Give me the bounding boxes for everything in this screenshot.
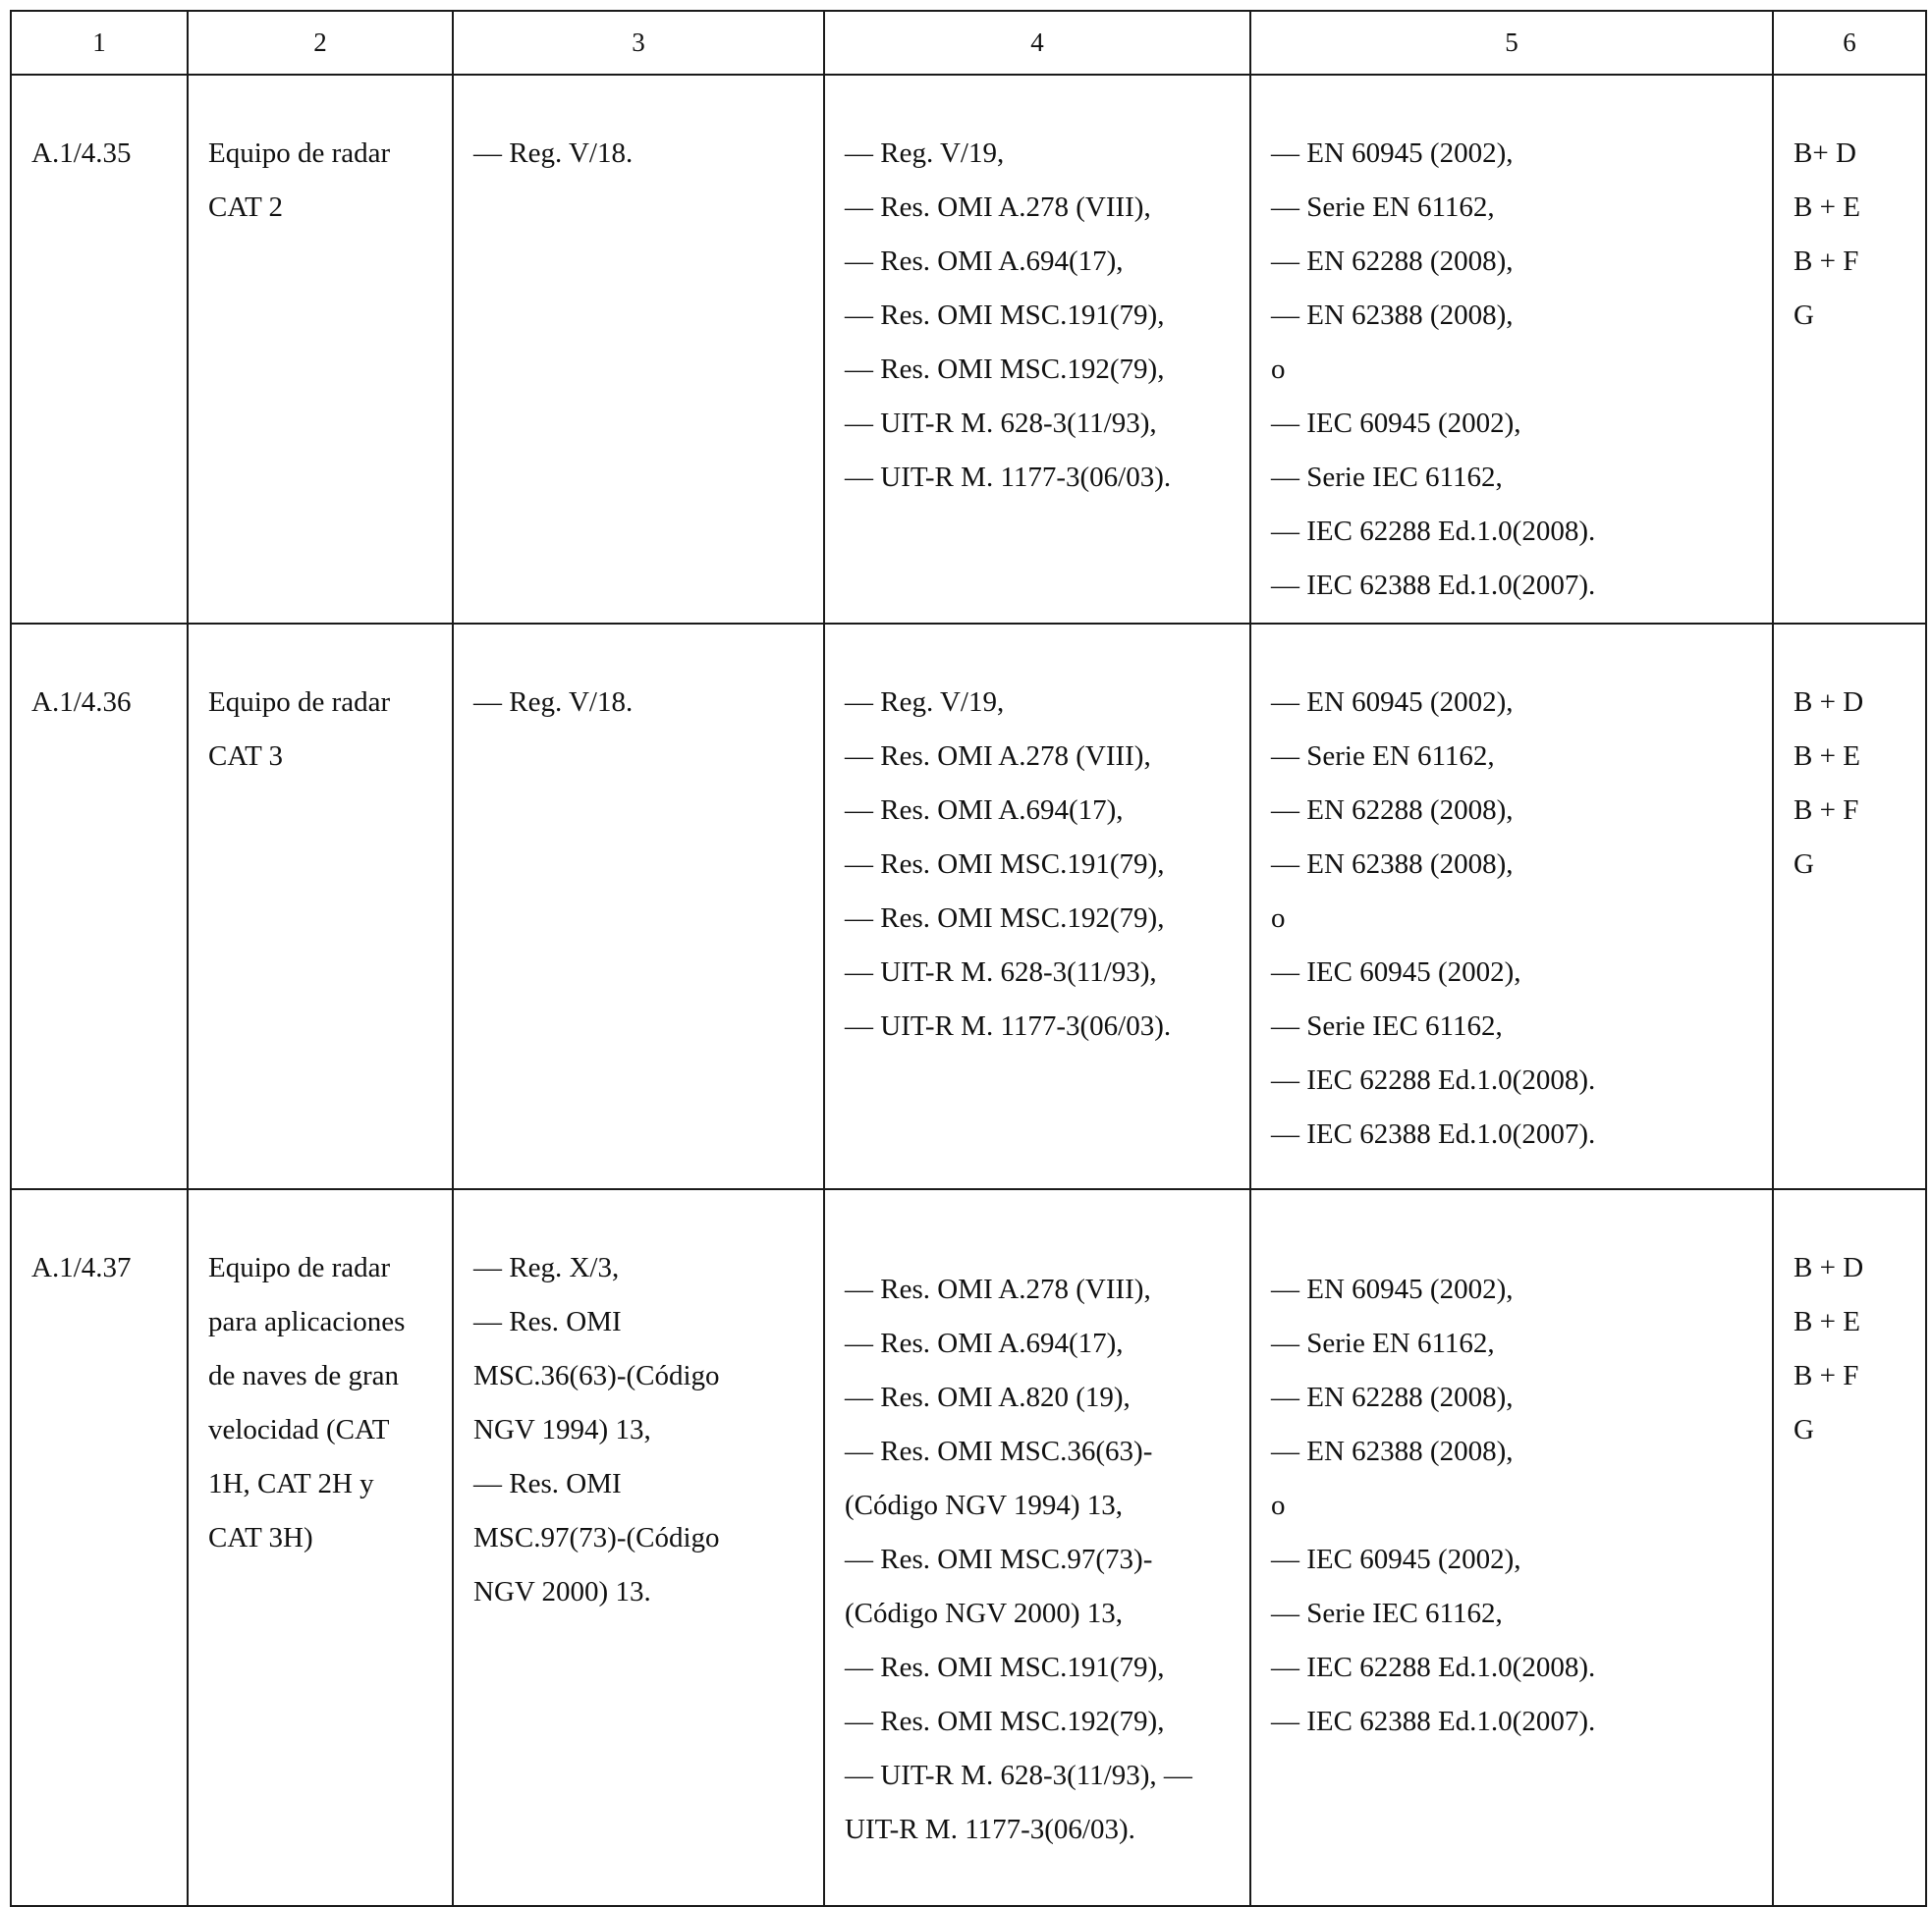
standard-line: — EN 60945 (2002),	[1271, 686, 1514, 718]
test-line: — Res. OMI MSC.192(79),	[845, 902, 1165, 934]
test-standards-cell	[824, 1189, 1250, 1906]
item-code: A.1/4.37	[31, 1252, 132, 1283]
standard-line: — IEC 62388 Ed.1.0(2007).	[1271, 1118, 1596, 1150]
test-line: UIT-R M. 1177-3(06/03).	[845, 1814, 1135, 1845]
standard-line: — Serie IEC 61162,	[1271, 1598, 1503, 1629]
standards-cell	[1250, 624, 1773, 1189]
test-line: — Res. OMI A.278 (VIII),	[845, 191, 1151, 223]
test-line: — Res. OMI A.694(17),	[845, 794, 1124, 826]
table-row	[11, 75, 1926, 624]
module-line: G	[1794, 1414, 1814, 1445]
item-name-line: de naves de gran	[208, 1360, 400, 1391]
test-line: — Res. OMI MSC.191(79),	[845, 300, 1165, 331]
standard-line: — IEC 62288 Ed.1.0(2008).	[1271, 1064, 1596, 1096]
test-line: — Res. OMI MSC.97(73)-	[845, 1544, 1153, 1575]
test-line: — Res. OMI MSC.192(79),	[845, 1706, 1165, 1737]
table-row	[11, 1189, 1926, 1906]
standards-cell	[1250, 75, 1773, 624]
standard-line: — Serie IEC 61162,	[1271, 1010, 1503, 1042]
standard-line: o	[1271, 902, 1286, 934]
test-line: — Res. OMI MSC.191(79),	[845, 1652, 1165, 1683]
test-line: — Res. OMI A.278 (VIII),	[845, 1274, 1151, 1305]
test-line: — Res. OMI A.694(17),	[845, 1328, 1124, 1359]
code-cell	[11, 75, 188, 624]
standard-line: — Serie EN 61162,	[1271, 740, 1495, 772]
test-standards-cell	[824, 75, 1250, 624]
item-cell	[188, 1189, 453, 1906]
standard-line: — IEC 62388 Ed.1.0(2007).	[1271, 570, 1596, 601]
header-col-3: 3	[453, 11, 824, 75]
code-cell	[11, 624, 188, 1189]
table-row	[11, 624, 1926, 1189]
regulation-line: NGV 2000) 13.	[473, 1576, 651, 1607]
regulation-line: — Res. OMI	[473, 1306, 622, 1337]
regulation-line: NGV 1994) 13,	[473, 1414, 651, 1445]
standard-line: — IEC 62288 Ed.1.0(2008).	[1271, 516, 1596, 547]
standard-line: o	[1271, 354, 1286, 385]
standards-cell	[1250, 1189, 1773, 1906]
module-line: B + F	[1794, 1360, 1859, 1391]
code-cell	[11, 1189, 188, 1906]
regulation-cell	[453, 624, 824, 1189]
test-line: — Res. OMI A.694(17),	[845, 245, 1124, 277]
test-line: — Res. OMI MSC.36(63)-	[845, 1436, 1153, 1467]
item-name-line: Equipo de radar	[208, 1252, 391, 1283]
equipment-table	[10, 10, 1927, 1907]
standard-line: — EN 62288 (2008),	[1271, 245, 1514, 277]
standard-line: — IEC 62388 Ed.1.0(2007).	[1271, 1706, 1596, 1737]
header-row	[11, 11, 1926, 75]
item-cell	[188, 624, 453, 1189]
header-col-2: 2	[188, 11, 453, 75]
test-line: — UIT-R M. 628-3(11/93),	[845, 956, 1157, 988]
test-line: (Código NGV 1994) 13,	[845, 1490, 1124, 1521]
standard-line: — IEC 60945 (2002),	[1271, 408, 1521, 439]
standard-line: — IEC 60945 (2002),	[1271, 956, 1521, 988]
module-line: B + D	[1794, 1252, 1864, 1283]
module-line: G	[1794, 848, 1814, 880]
modules-cell	[1773, 1189, 1926, 1906]
standard-line: — IEC 62288 Ed.1.0(2008).	[1271, 1652, 1596, 1683]
regulation-line: MSC.97(73)-(Código	[473, 1522, 720, 1553]
regulation-line: — Reg. X/3,	[473, 1252, 620, 1283]
standard-line: — Serie IEC 61162,	[1271, 462, 1503, 493]
test-standards-cell	[824, 624, 1250, 1189]
test-line: — Res. OMI A.820 (19),	[845, 1382, 1131, 1413]
header-col-5: 5	[1250, 11, 1773, 75]
standard-line: — EN 60945 (2002),	[1271, 1274, 1514, 1305]
item-name-line: Equipo de radar	[208, 686, 391, 718]
standard-line: — EN 62288 (2008),	[1271, 1382, 1514, 1413]
test-line: — UIT-R M. 1177-3(06/03).	[845, 1010, 1172, 1042]
test-line: — Res. OMI MSC.191(79),	[845, 848, 1165, 880]
header-col-6: 6	[1773, 11, 1926, 75]
module-line: B + E	[1794, 1306, 1860, 1337]
standard-line: — IEC 60945 (2002),	[1271, 1544, 1521, 1575]
item-name-line: 1H, CAT 2H y	[208, 1468, 374, 1499]
test-line: — Reg. V/19,	[845, 137, 1005, 169]
standard-line: — EN 62388 (2008),	[1271, 848, 1514, 880]
modules-cell	[1773, 75, 1926, 624]
test-line: — Res. OMI MSC.192(79),	[845, 354, 1165, 385]
standard-line: — Serie EN 61162,	[1271, 191, 1495, 223]
regulation-cell	[453, 1189, 824, 1906]
test-line: — UIT-R M. 628-3(11/93), —	[845, 1760, 1192, 1791]
item-name-line: CAT 2	[208, 191, 284, 223]
standard-line: — EN 62388 (2008),	[1271, 1436, 1514, 1467]
test-line: — Reg. V/19,	[845, 686, 1005, 718]
item-name-line: CAT 3H)	[208, 1522, 313, 1553]
module-line: B + E	[1794, 191, 1860, 223]
header-col-1: 1	[11, 11, 188, 75]
module-line: B+ D	[1794, 137, 1856, 169]
test-line: (Código NGV 2000) 13,	[845, 1598, 1124, 1629]
item-name-line: Equipo de radar	[208, 137, 391, 169]
regulation-line: — Res. OMI	[473, 1468, 622, 1499]
regulation-line: — Reg. V/18.	[473, 137, 634, 169]
item-code: A.1/4.35	[31, 137, 132, 169]
item-code: A.1/4.36	[31, 686, 132, 718]
module-line: B + F	[1794, 245, 1859, 277]
test-line: — Res. OMI A.278 (VIII),	[845, 740, 1151, 772]
standard-line: o	[1271, 1490, 1286, 1521]
standard-line: — EN 62388 (2008),	[1271, 300, 1514, 331]
standard-line: — Serie EN 61162,	[1271, 1328, 1495, 1359]
module-line: G	[1794, 300, 1814, 331]
standard-line: — EN 60945 (2002),	[1271, 137, 1514, 169]
regulation-line: MSC.36(63)-(Código	[473, 1360, 720, 1391]
item-name-line: para aplicaciones	[208, 1306, 406, 1337]
item-cell	[188, 75, 453, 624]
module-line: B + F	[1794, 794, 1859, 826]
module-line: B + E	[1794, 740, 1860, 772]
test-line: — UIT-R M. 628-3(11/93),	[845, 408, 1157, 439]
header-col-4: 4	[824, 11, 1250, 75]
modules-cell	[1773, 624, 1926, 1189]
item-name-line: velocidad (CAT	[208, 1414, 390, 1445]
item-name-line: CAT 3	[208, 740, 284, 772]
regulation-line: — Reg. V/18.	[473, 686, 634, 718]
regulation-cell	[453, 75, 824, 624]
module-line: B + D	[1794, 686, 1864, 718]
standard-line: — EN 62288 (2008),	[1271, 794, 1514, 826]
test-line: — UIT-R M. 1177-3(06/03).	[845, 462, 1172, 493]
